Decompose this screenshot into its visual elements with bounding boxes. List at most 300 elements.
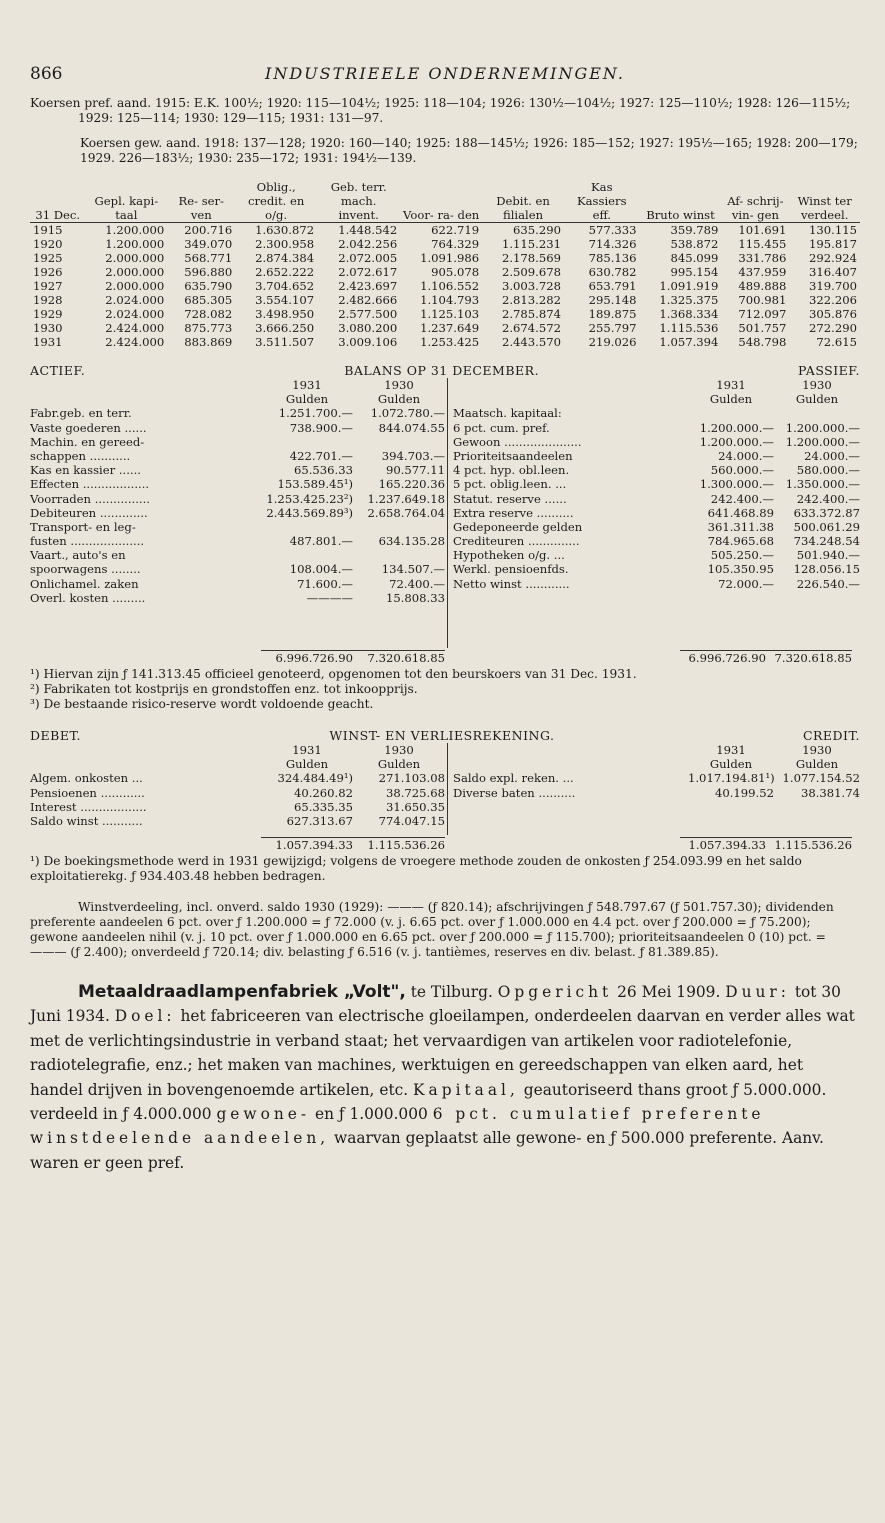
table-cell: 1.253.425 bbox=[420, 335, 480, 349]
table-cell: 1.091.919 bbox=[659, 279, 719, 293]
table-cell: 2.072.617 bbox=[338, 265, 398, 279]
ledger-value: 242.400.— bbox=[796, 491, 860, 506]
table-cell: 1928 bbox=[33, 293, 63, 307]
ledger-value bbox=[261, 520, 353, 534]
unit-label: Gulden bbox=[377, 392, 421, 407]
year-1931: 1931 bbox=[716, 378, 746, 392]
ledger-value: 487.801.— bbox=[289, 534, 353, 549]
ledger-value: 394.703.— bbox=[381, 448, 445, 463]
ledger-row bbox=[30, 562, 445, 576]
ledger-value: 627.313.67 bbox=[286, 813, 353, 828]
col-header: Winst ter verdeel. bbox=[789, 180, 860, 223]
ledger-value: 1.200.000.— bbox=[699, 420, 774, 435]
table-cell: 1927 bbox=[33, 279, 63, 293]
col-header: Af- schrij- vin- gen bbox=[721, 180, 789, 223]
ledger-value: 226.540.— bbox=[796, 576, 860, 591]
passief-column bbox=[453, 378, 860, 591]
ledger-value: 633.372.87 bbox=[793, 505, 860, 520]
table-cell: 538.872 bbox=[670, 237, 719, 251]
ledger-label: Pensioenen ............ bbox=[30, 785, 145, 800]
passief-rows bbox=[453, 406, 860, 590]
ledger-value: 1.200.000.— bbox=[699, 434, 774, 449]
table-row bbox=[30, 307, 860, 321]
ledger-value: 1.237.649.18 bbox=[367, 491, 445, 506]
ledger-label: 4 pct. hyp. obl.leen. bbox=[453, 463, 570, 478]
table-cell: 548.798 bbox=[738, 335, 787, 349]
table-cell: 2.000.000 bbox=[105, 265, 165, 279]
ledger-label: Effecten .................. bbox=[30, 477, 150, 492]
ledger-value: 15.808.33 bbox=[385, 590, 445, 605]
table-cell: 2.424.000 bbox=[105, 335, 165, 349]
table-cell: 1.237.649 bbox=[420, 321, 480, 335]
ledger-value: 242.400.— bbox=[710, 491, 774, 506]
footnote-1: ¹) Hiervan zijn ƒ 141.313.45 officieel genoteerd, opgenomen tot den beurskoers van 31 Dec. 1931. bbox=[30, 667, 637, 681]
ledger-row bbox=[453, 548, 860, 562]
ledger-value: 784.965.68 bbox=[707, 534, 774, 549]
actief-title: ACTIEF. bbox=[30, 363, 86, 378]
col-header: Geb. terr. mach. invent. bbox=[317, 180, 400, 223]
table-cell: 295.148 bbox=[588, 293, 637, 307]
opgericht-label: Opgericht bbox=[497, 983, 613, 1001]
ledger-label: Maatsch. kapitaal: bbox=[453, 406, 562, 421]
unit-label: Gulden bbox=[709, 392, 753, 407]
table-cell: 635.790 bbox=[184, 279, 233, 293]
table-cell: 728.082 bbox=[184, 307, 233, 321]
table-row bbox=[30, 293, 860, 307]
balans-sheet bbox=[30, 378, 860, 648]
firm-name: Metaaldraadlampenfabriek „Volt", bbox=[78, 982, 406, 1002]
ledger-label: 6 pct. cum. pref. bbox=[453, 420, 550, 435]
ledger-value: 500.061.29 bbox=[793, 519, 860, 534]
table-cell: 653.791 bbox=[588, 279, 637, 293]
ledger-row bbox=[453, 449, 860, 463]
footnote-3: ³) De bestaande risico-reserve wordt voldoende geacht. bbox=[30, 697, 374, 711]
total-1931: 6.996.726.90 bbox=[275, 651, 353, 665]
ledger-value: 38.381.74 bbox=[800, 785, 860, 800]
ledger-row bbox=[453, 786, 860, 800]
kapitaal-label: Kapitaal, bbox=[413, 1080, 519, 1099]
table-cell: 1.368.334 bbox=[659, 307, 719, 321]
ledger-value: 734.248.54 bbox=[793, 534, 860, 549]
table-cell: 700.981 bbox=[738, 293, 787, 307]
wv-title-row bbox=[30, 728, 860, 743]
table-cell: 2.577.500 bbox=[338, 307, 398, 321]
col-header: Re- ser- ven bbox=[167, 180, 235, 223]
ledger-label: Overl. kosten ......... bbox=[30, 590, 146, 605]
ledger-value: 844.074.55 bbox=[378, 420, 445, 435]
ledger-label: Saldo winst ........... bbox=[30, 813, 143, 828]
table-cell: 292.924 bbox=[809, 251, 857, 265]
table-cell: 2.178.569 bbox=[501, 251, 561, 265]
debet-rows bbox=[30, 771, 445, 828]
total-1930: 1.115.536.26 bbox=[367, 838, 445, 852]
debet-column bbox=[30, 743, 445, 828]
ledger-row bbox=[30, 477, 445, 491]
table-cell: 2.813.282 bbox=[501, 293, 561, 307]
unit-label: Gulden bbox=[709, 757, 753, 772]
ledger-row bbox=[453, 562, 860, 576]
table-cell: 875.773 bbox=[184, 321, 233, 335]
ledger-row bbox=[30, 800, 445, 814]
ledger-value: 1.251.700.— bbox=[278, 406, 353, 421]
col-header: Gepl. kapi- taal bbox=[85, 180, 167, 223]
year-1931: 1931 bbox=[716, 743, 746, 757]
total-1930: 7.320.618.85 bbox=[367, 651, 445, 665]
ledger-label: Voorraden ............... bbox=[30, 491, 150, 506]
table-cell: 2.000.000 bbox=[105, 251, 165, 265]
firm-text: waarvan geplaatst alle gewone- en ƒ 500.000 preferente. Aanv. waren er geen pref. bbox=[30, 1129, 824, 1172]
ledger-value: 31.650.35 bbox=[385, 799, 445, 814]
ledger-value: 641.468.89 bbox=[707, 505, 774, 520]
ledger-value: 105.350.95 bbox=[707, 562, 774, 577]
ledger-value: 1.017.194.81¹) bbox=[688, 771, 775, 786]
ledger-value: 40.260.82 bbox=[293, 785, 353, 800]
ledger-label: Gedeponeerde gelden bbox=[453, 519, 583, 534]
table-cell: 3.003.728 bbox=[501, 279, 561, 293]
ledger-value: 40.199.52 bbox=[714, 785, 774, 800]
unit-label: Gulden bbox=[285, 757, 329, 772]
ledger-label: Transport- en leg- bbox=[30, 519, 136, 534]
total-1930: 1.115.536.26 bbox=[774, 838, 852, 852]
ledger-value bbox=[353, 548, 445, 562]
table-cell: 2.042.256 bbox=[338, 237, 398, 251]
table-cell: 437.959 bbox=[738, 265, 787, 279]
ledger-label: Vaste goederen ...... bbox=[30, 420, 147, 435]
ledger-label: Saldo expl. reken. ... bbox=[453, 771, 574, 786]
ledger-value: 1.200.000.— bbox=[785, 420, 860, 435]
table-cell: 1.448.542 bbox=[338, 223, 398, 237]
table-cell: 2.424.000 bbox=[105, 321, 165, 335]
firm-text: tot 30 Juni 1934. bbox=[30, 983, 841, 1026]
total-1931: 1.057.394.33 bbox=[688, 838, 766, 852]
table-cell: 785.136 bbox=[588, 251, 637, 265]
year-1931: 1931 bbox=[292, 743, 322, 757]
ledger-value: 128.056.15 bbox=[793, 562, 860, 577]
ledger-row bbox=[453, 771, 860, 785]
table-cell: 195.817 bbox=[809, 237, 857, 251]
table-cell: 1915 bbox=[33, 223, 63, 237]
ledger-value: 422.701.— bbox=[289, 448, 353, 463]
col-header: 31 Dec. bbox=[30, 180, 85, 223]
ledger-value: 501.940.— bbox=[796, 548, 860, 563]
col-header: Debit. en filialen bbox=[482, 180, 564, 223]
table-cell: 1.115.231 bbox=[501, 237, 561, 251]
ledger-value bbox=[261, 548, 353, 562]
table-cell: 3.080.200 bbox=[338, 321, 398, 335]
page-number: 866 bbox=[30, 64, 63, 84]
cumulatief-label: 6 pct. cumulatief preferente winstdeelende aandeelen, bbox=[30, 1105, 765, 1148]
table-cell: 115.455 bbox=[738, 237, 787, 251]
firm-text: en ƒ 1.000.000 bbox=[310, 1105, 433, 1124]
total-1931: 6.996.726.90 bbox=[688, 651, 766, 665]
table-cell: 3.511.507 bbox=[255, 335, 315, 349]
table-cell: 905.078 bbox=[431, 265, 480, 279]
table-row bbox=[30, 237, 860, 251]
table-cell: 712.097 bbox=[738, 307, 787, 321]
table-cell: 2.000.000 bbox=[105, 279, 165, 293]
ledger-value: 1.300.000.— bbox=[699, 477, 774, 492]
ledger-value bbox=[353, 435, 445, 449]
koersen-gew: Koersen gew. aand. 1918: 137—128; 1920: 160—140; 1925: 188—145½; 1926: 185—152; 1927: 195½—165; 1928: 200—179; 1929. 226—183½; 1930: 235—172; 1931: 194½—139. bbox=[80, 136, 858, 165]
ledger-value: 324.484.49¹) bbox=[277, 771, 353, 786]
table-cell: 272.290 bbox=[809, 321, 857, 335]
ledger-value bbox=[774, 406, 860, 420]
ledger-row bbox=[30, 463, 445, 477]
page-header bbox=[30, 56, 860, 90]
ledger-row bbox=[30, 492, 445, 506]
table-cell: 2.674.572 bbox=[501, 321, 561, 335]
table-cell: 568.771 bbox=[184, 251, 233, 265]
table-cell: 3.554.107 bbox=[255, 293, 315, 307]
ledger-value: 72.000.— bbox=[718, 576, 774, 591]
year-header bbox=[30, 743, 445, 757]
ledger-value bbox=[688, 406, 774, 420]
table-cell: 685.305 bbox=[184, 293, 233, 307]
col-header: Oblig., credit. en o/g. bbox=[235, 180, 317, 223]
year-1930: 1930 bbox=[384, 743, 414, 757]
balans-title: BALANS OP 31 DECEMBER. bbox=[344, 363, 540, 378]
ledger-row bbox=[30, 786, 445, 800]
table-cell: 72.615 bbox=[816, 335, 857, 349]
table-cell: 130.115 bbox=[809, 223, 857, 237]
col-header: Kas Kassiers eff. bbox=[564, 180, 640, 223]
table-cell: 1.115.536 bbox=[659, 321, 719, 335]
table-cell: 1.106.552 bbox=[420, 279, 480, 293]
ledger-value: 71.600.— bbox=[297, 576, 353, 591]
table-cell: 2.443.570 bbox=[501, 335, 561, 349]
firm-text: geautoriseerd thans groot ƒ 5.000.000. verdeeld in ƒ 4.000.000 bbox=[30, 1080, 827, 1124]
ledger-value: 38.725.68 bbox=[385, 785, 445, 800]
ledger-value: 153.589.45¹) bbox=[277, 477, 353, 492]
col-header: Voor- ra- den bbox=[400, 180, 482, 223]
table-cell: 359.789 bbox=[670, 223, 719, 237]
table-row bbox=[30, 251, 860, 265]
table-row bbox=[30, 223, 860, 238]
table-cell: 219.026 bbox=[588, 335, 637, 349]
ledger-value: 24.000.— bbox=[804, 448, 860, 463]
unit-label: Gulden bbox=[285, 392, 329, 407]
table-cell: 489.888 bbox=[738, 279, 787, 293]
ledger-value: 134.507.— bbox=[381, 562, 445, 577]
table-cell: 2.482.666 bbox=[338, 293, 398, 307]
table-cell: 1.091.986 bbox=[420, 251, 480, 265]
ledger-value: 1.077.154.52 bbox=[782, 771, 860, 786]
ledger-value: 65.536.33 bbox=[293, 463, 353, 478]
winstverdeeling: Winstverdeeling, incl. onverd. saldo 1930 (1929): ——— (ƒ 820.14); afschrijvingen ƒ 548.797.67 (ƒ 501.757.30); dividenden preferente aandeelen 6 pct. over ƒ 1.200.000 = ƒ 72.000 (v. j. 6.65 pct. over ƒ 1.000.000 en 4.4 pct. over ƒ 200.000 = ƒ 75.200); gewone aandeelen nihil (v. j. 10 pct. over ƒ 1.000.000 en 6.65 pct. over ƒ 200.000 = ƒ 115.700); prioriteitsaandeelen 0 (10) pct. = ——— (ƒ 2.400); onverdeeld ƒ 720.14; div. belasting ƒ 6.516 (v. j. tantièmes, reserves en div. belast. ƒ 81.389.85). bbox=[30, 900, 834, 959]
table-cell: 3.009.106 bbox=[338, 335, 398, 349]
ledger-value: ———— bbox=[306, 590, 353, 605]
ledger-row bbox=[453, 520, 860, 534]
year-1930: 1930 bbox=[802, 743, 832, 757]
ledger-row bbox=[453, 506, 860, 520]
firm-text: het fabriceeren van electrische gloeilampen, onderdeelen daarvan en verder alles wat met de verlichtingsindustrie in verband staat; het vervaardigen van artikelen voor radiotelefonie, radiotelegrafie, enz.; het maken van machines, werktuigen en gereedschappen van elken aard, het handel drijven in bovengenoemde artikelen, etc. bbox=[30, 1007, 855, 1099]
ledger-label: Netto winst ............ bbox=[453, 576, 570, 591]
ledger-value: 2.443.569.89³) bbox=[266, 505, 353, 520]
table-cell: 501.757 bbox=[738, 321, 787, 335]
ledger-row bbox=[30, 449, 445, 463]
table-cell: 622.719 bbox=[431, 223, 480, 237]
ledger-row bbox=[453, 435, 860, 449]
balans-totals bbox=[30, 650, 860, 665]
table-cell: 764.329 bbox=[431, 237, 480, 251]
ledger-row bbox=[30, 591, 445, 605]
wv-title: WINST- EN VERLIESREKENING. bbox=[329, 728, 555, 743]
running-title: INDUSTRIEELE ONDERNEMINGEN. bbox=[265, 64, 625, 83]
table-cell: 101.691 bbox=[738, 223, 787, 237]
year-header bbox=[453, 378, 860, 392]
ledger-value: 24.000.— bbox=[718, 448, 774, 463]
table-cell: 1.325.375 bbox=[659, 293, 719, 307]
gewone-label: gewone- bbox=[216, 1105, 311, 1124]
total-1931: 1.057.394.33 bbox=[275, 838, 353, 852]
table-cell: 331.786 bbox=[738, 251, 787, 265]
table-cell: 1925 bbox=[33, 251, 63, 265]
table-cell: 845.099 bbox=[670, 251, 719, 265]
table-cell: 1920 bbox=[33, 237, 63, 251]
table-cell: 200.716 bbox=[184, 223, 233, 237]
ledger-label: spoorwagens ........ bbox=[30, 562, 141, 577]
ledger-row bbox=[30, 814, 445, 828]
credit-title: CREDIT. bbox=[802, 728, 860, 743]
table-cell: 3.498.950 bbox=[255, 307, 315, 321]
duur-label: Duur: bbox=[725, 983, 790, 1001]
ledger-row bbox=[453, 577, 860, 591]
ledger-label: Extra reserve .......... bbox=[453, 505, 574, 520]
table-cell: 1926 bbox=[33, 265, 63, 279]
table-cell: 316.407 bbox=[809, 265, 857, 279]
unit-header bbox=[453, 757, 860, 771]
actief-column bbox=[30, 378, 445, 605]
table-cell: 1.125.103 bbox=[420, 307, 480, 321]
table-cell: 2.072.005 bbox=[338, 251, 398, 265]
credit-rows bbox=[453, 771, 860, 799]
table-row bbox=[30, 279, 860, 293]
column-divider bbox=[447, 743, 448, 835]
firm-text: te Tilburg. bbox=[405, 983, 498, 1001]
table-cell: 3.704.652 bbox=[255, 279, 315, 293]
table-cell: 995.154 bbox=[670, 265, 719, 279]
ledger-value: 108.004.— bbox=[289, 562, 353, 577]
table-cell: 349.070 bbox=[184, 237, 233, 251]
table-cell: 2.874.384 bbox=[255, 251, 315, 265]
ledger-value: 1.253.425.23²) bbox=[266, 491, 353, 506]
table-cell: 577.333 bbox=[588, 223, 637, 237]
ledger-value: 2.658.764.04 bbox=[367, 505, 445, 520]
table-cell: 1930 bbox=[33, 321, 63, 335]
table-cell: 596.880 bbox=[184, 265, 233, 279]
debet-title: DEBET. bbox=[30, 728, 81, 743]
table-cell: 2.785.874 bbox=[501, 307, 561, 321]
table-row bbox=[30, 265, 860, 279]
ledger-row bbox=[453, 406, 860, 420]
table-row bbox=[30, 321, 860, 335]
ledger-row bbox=[30, 421, 445, 435]
ledger-label: Diverse baten .......... bbox=[453, 785, 576, 800]
total-1930: 7.320.618.85 bbox=[774, 651, 852, 665]
table-cell: 2.423.697 bbox=[338, 279, 398, 293]
balans-title-row bbox=[30, 363, 860, 378]
ledger-value: 634.135.28 bbox=[378, 534, 445, 549]
table-cell: 883.869 bbox=[184, 335, 233, 349]
unit-label: Gulden bbox=[377, 757, 421, 772]
table-cell: 1929 bbox=[33, 307, 63, 321]
ledger-label: Debiteuren ............. bbox=[30, 505, 148, 520]
table-cell: 1.630.872 bbox=[255, 223, 315, 237]
unit-label: Gulden bbox=[795, 392, 839, 407]
table-cell: 630.782 bbox=[588, 265, 637, 279]
ledger-label: Algem. onkosten ... bbox=[30, 771, 143, 786]
table-cell: 635.290 bbox=[513, 223, 561, 237]
table-cell: 1.104.793 bbox=[420, 293, 480, 307]
credit-column bbox=[453, 743, 860, 800]
table-cell: 2.300.958 bbox=[255, 237, 315, 251]
year-header bbox=[30, 378, 445, 392]
ledger-label: Onlichamel. zaken bbox=[30, 576, 139, 591]
ledger-value: 1.200.000.— bbox=[785, 434, 860, 449]
ledger-value: 738.900.— bbox=[289, 420, 353, 435]
ledger-value: 165.220.36 bbox=[378, 477, 445, 492]
column-divider bbox=[447, 378, 448, 648]
ledger-row bbox=[30, 435, 445, 449]
table-cell: 255.797 bbox=[588, 321, 637, 335]
ledger-row bbox=[30, 548, 445, 562]
ledger-label: Kas en kassier ...... bbox=[30, 463, 141, 478]
ledger-value: 361.311.38 bbox=[707, 519, 774, 534]
ledger-label: Hypotheken o/g. ... bbox=[453, 548, 565, 563]
table-cell: 2.024.000 bbox=[105, 307, 165, 321]
ledger-label: Werkl. pensioenfds. bbox=[453, 562, 569, 577]
ledger-row bbox=[30, 771, 445, 785]
firm-entry bbox=[30, 980, 860, 1175]
balans-notes bbox=[30, 667, 860, 712]
ledger-row bbox=[453, 463, 860, 477]
ledger-row bbox=[453, 534, 860, 548]
ledger-row bbox=[30, 406, 445, 420]
ledger-label: Fabr.geb. en terr. bbox=[30, 406, 132, 421]
col-header: Bruto winst bbox=[640, 180, 722, 223]
actief-rows bbox=[30, 406, 445, 605]
ledger-label: Interest .................. bbox=[30, 799, 147, 814]
table-row bbox=[30, 335, 860, 349]
unit-header bbox=[30, 392, 445, 406]
ledger-value: 72.400.— bbox=[389, 576, 445, 591]
table-cell: 1931 bbox=[33, 335, 63, 349]
table-cell: 305.876 bbox=[809, 307, 857, 321]
koersen-pref: Koersen pref. aand. 1915: E.K. 100½; 1920: 115—104½; 1925: 118—104; 1926: 130½—104½; 1927: 125—110½; 1928: 126—115½; 1929: 125—114; 1930: 129—115; 1931: 131—97. bbox=[30, 96, 851, 125]
table-body bbox=[30, 223, 860, 350]
ledger-row bbox=[453, 492, 860, 506]
year-header bbox=[453, 743, 860, 757]
ledger-label: Vaart., auto's en bbox=[30, 548, 126, 563]
table-header-row bbox=[30, 180, 860, 223]
ledger-value: 505.250.— bbox=[710, 548, 774, 563]
year-1931: 1931 bbox=[292, 378, 322, 392]
ledger-value bbox=[353, 520, 445, 534]
ledger-value: 1.072.780.— bbox=[370, 406, 445, 421]
page-content bbox=[30, 56, 860, 1175]
passief-title: PASSIEF. bbox=[798, 363, 860, 378]
financial-table bbox=[30, 180, 860, 349]
year-1930: 1930 bbox=[802, 378, 832, 392]
ledger-row bbox=[30, 534, 445, 548]
footnote-2: ²) Fabrikaten tot kostprijs en grondstoffen enz. tot inkoopprijs. bbox=[30, 682, 418, 696]
ledger-label: Statut. reserve ...... bbox=[453, 491, 567, 506]
firm-text: 26 Mei 1909. bbox=[612, 983, 726, 1001]
ledger-value: 271.103.08 bbox=[378, 771, 445, 786]
table-cell: 1.200.000 bbox=[105, 223, 165, 237]
ledger-row bbox=[453, 477, 860, 491]
ledger-value: 1.350.000.— bbox=[785, 477, 860, 492]
